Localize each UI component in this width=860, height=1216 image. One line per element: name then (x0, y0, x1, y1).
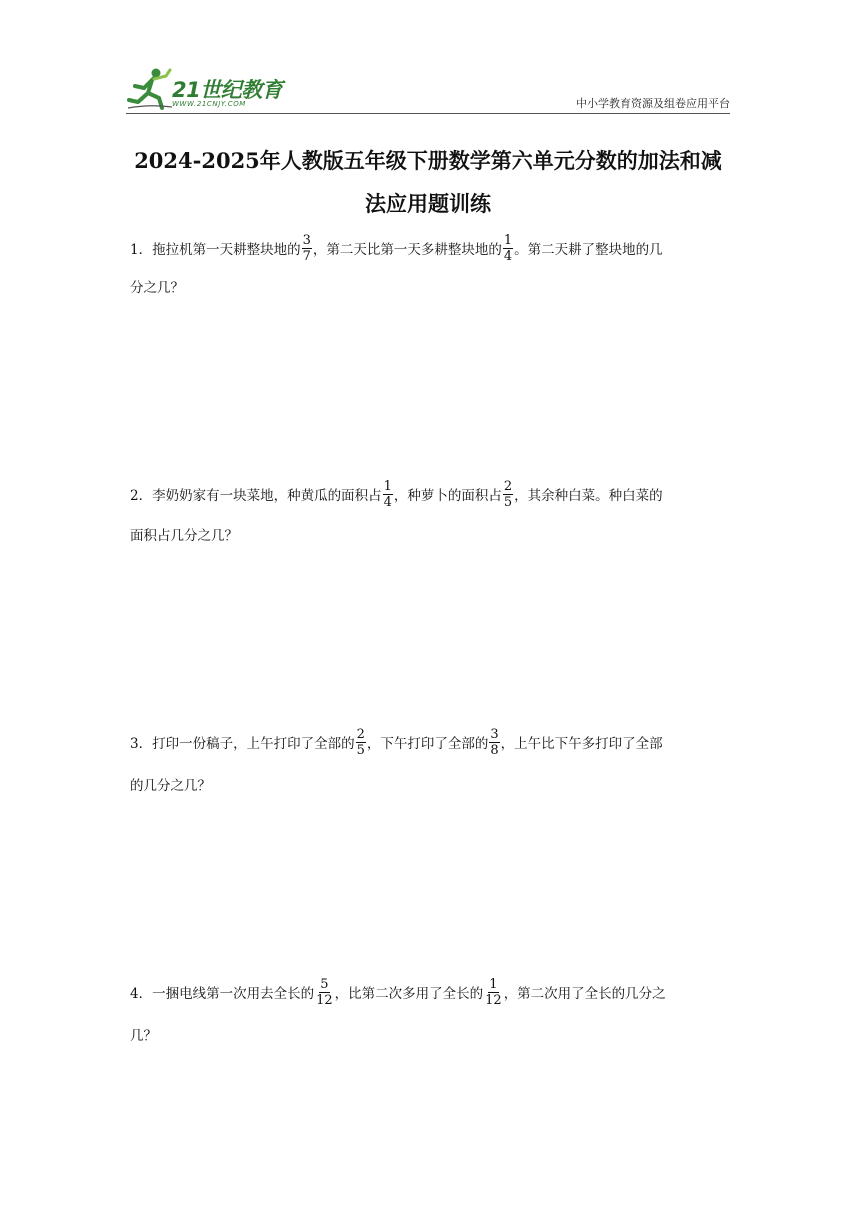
fraction (503, 233, 513, 264)
question-text: ，下午打印了全部的 (366, 736, 489, 752)
page-header (126, 66, 730, 116)
question-text: 打印一份稿子，上午打印了全部的 (152, 736, 355, 752)
fraction (356, 727, 366, 758)
question-line (130, 474, 663, 514)
logo-url: WWW.21CNJY.COM (172, 100, 246, 108)
fraction-numerator: 2 (503, 478, 513, 494)
fraction-numerator: 1 (503, 232, 513, 248)
fraction-numerator: 1 (489, 976, 498, 992)
fraction (302, 233, 312, 264)
fraction (489, 727, 499, 758)
fraction-denominator: 12 (316, 992, 333, 1008)
fraction-denominator: 12 (485, 992, 502, 1008)
fraction-numerator: 1 (383, 478, 392, 494)
fraction-numerator: 3 (302, 232, 311, 248)
question-text: ，第二次用了全长的几分之 (503, 986, 666, 1002)
question-text: 分之几？ (130, 280, 184, 296)
page-title-line-1: 2024-2025年人教版五年级下册数学第六单元分数的加法和减 (134, 148, 722, 173)
question-text: 。第二天耕了整块地的几 (514, 242, 663, 258)
header-divider (126, 113, 730, 114)
fraction-denominator: 5 (503, 494, 513, 510)
fraction-denominator: 7 (302, 248, 311, 264)
fraction-denominator: 4 (383, 494, 392, 510)
question-line (130, 722, 663, 762)
fraction (315, 977, 334, 1008)
question-line (130, 228, 663, 268)
fraction-denominator: 5 (356, 742, 365, 758)
question-number: 1． (130, 242, 153, 258)
question-text: ，种萝卜的面积占 (393, 488, 502, 504)
question-text: 拖拉机第一天耕整块地的 (152, 242, 301, 258)
question-text: ，其余种白菜。种白菜的 (514, 488, 663, 504)
question-number: 2． (130, 488, 153, 504)
question-text: 的几分之几？ (130, 778, 211, 794)
question-text: 李奶奶家有一块菜地，种黄瓜的面积占 (152, 488, 382, 504)
question-number: 4． (130, 986, 153, 1002)
question-text: 一捆电线第一次用去全长的 (152, 986, 315, 1002)
question-text: ，比第二次多用了全长的 (334, 986, 484, 1002)
runner-logo-icon (126, 66, 174, 112)
page-title-line-2: 法应用题训练 (365, 191, 491, 216)
fraction-denominator: 4 (503, 248, 513, 264)
fraction-numerator: 2 (356, 726, 365, 742)
question-text: 几？ (130, 1028, 157, 1044)
fraction-numerator: 3 (490, 726, 499, 742)
fraction (503, 479, 513, 510)
fraction (484, 977, 503, 1008)
platform-tagline: 中小学教育资源及组卷应用平台 (576, 97, 730, 110)
question-line (130, 266, 184, 306)
fraction-numerator: 5 (320, 976, 329, 992)
fraction (383, 479, 393, 510)
question-text: ，上午比下午多打印了全部 (500, 736, 663, 752)
logo-wordmark: 21世纪教育 (172, 78, 283, 102)
question-text: ，第二天比第一天多耕整块地的 (312, 242, 502, 258)
question-number: 3． (130, 736, 153, 752)
logo (126, 66, 296, 112)
fraction-denominator: 8 (490, 742, 499, 758)
question-line (130, 972, 666, 1012)
question-line (130, 1014, 157, 1054)
question-line (130, 514, 238, 554)
question-text: 面积占几分之几？ (130, 528, 238, 544)
question-line (130, 764, 211, 804)
